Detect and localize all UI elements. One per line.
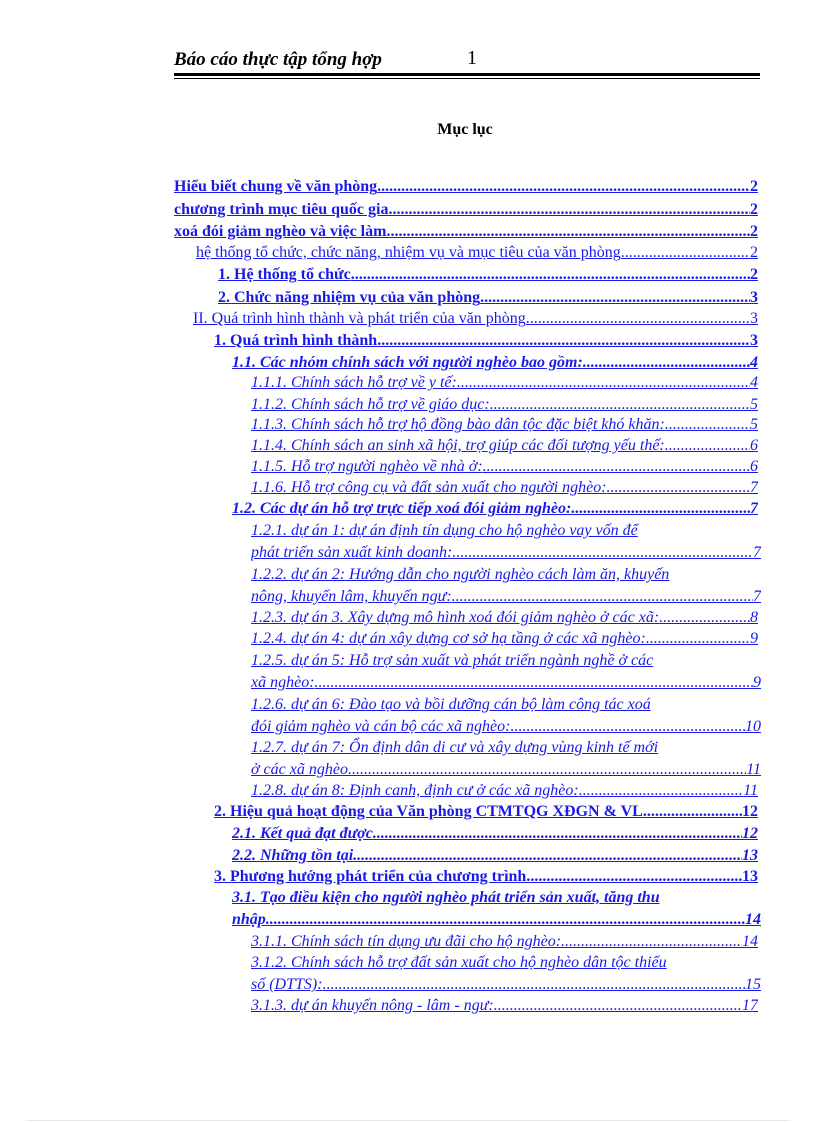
toc-entry[interactable]: 1.2.4. dự án 4: dự án xây dựng cơ sở hạ tầng ở các xã nghèo: ..... 9 [251,628,758,650]
toc-entry[interactable]: 1.1.5. Hỗ trợ người nghèo về nhà ở: ..... 6 [251,456,758,478]
page-bottom-edge [26,1120,790,1121]
toc-entry[interactable]: hệ thống tổ chức, chức năng, nhiệm vụ và mục tiêu của văn phòng ..... 2 [196,242,758,264]
toc-entry[interactable]: 1.1. Các nhóm chính sách với người nghèo bao gồm: ..... 4 [232,352,758,374]
toc-entry[interactable]: 2. Chức năng nhiệm vụ của văn phòng ..... 3 [218,287,758,309]
toc-entry[interactable]: 1.1.4. Chính sách an sinh xã hội, trợ giúp các đối tượng yếu thế: ..... 6 [251,435,758,457]
header-rule-thick [174,73,760,76]
toc-entry[interactable]: 1.2. Các dự án hỗ trợ trực tiếp xoá đói giảm nghèo: ..... 7 [232,498,758,520]
header-title: Báo cáo thực tập tổng hợp [174,49,382,70]
toc-entry[interactable]: 1.1.1. Chính sách hỗ trợ về y tế: ..... 4 [251,372,758,394]
toc-entry[interactable]: 1.1.6. Hỗ trợ công cụ và đất sản xuất cho người nghèo: ..... 7 [251,477,758,499]
toc-entry[interactable]: 1.2.8. dự án 8: Định canh, định cư ở các xã nghèo: ..... 11 [251,780,758,802]
toc-entry[interactable]: 1.2.1. dự án 1: dự án định tín dụng cho hộ nghèo vay vốn để phát triển sản xuất kinh doanh: ..... 7 [251,520,761,564]
toc-entry[interactable]: Hiểu biết chung về văn phòng ..... 2 [174,176,758,198]
toc-entry[interactable]: 1.2.3. dự án 3. Xây dựng mô hình xoá đói giảm nghèo ở các xã: ..... 8 [251,607,758,629]
toc-entry[interactable]: 1. Hệ thống tổ chức ..... 2 [218,264,758,286]
toc-entry[interactable]: 3.1.2. Chính sách hỗ trợ đất sản xuất cho hộ nghèo dân tộc thiểu số (DTTS): ..... 15 [251,952,761,996]
toc-entry[interactable]: 3.1. Tạo điều kiện cho người nghèo phát triển sản xuất, tăng thu nhập ..... 14 [232,887,761,931]
toc-entry[interactable]: 1.1.2. Chính sách hỗ trợ về giáo dục: ..... 5 [251,394,758,416]
toc-entry[interactable]: 1.2.5. dự án 5: Hỗ trợ sản xuất và phát triển ngành nghề ở các xã nghèo: ..... 9 [251,650,761,694]
toc-title: Mục lục [437,121,493,138]
toc-entry[interactable]: chương trình mục tiêu quốc gia ..... 2 [174,199,758,221]
toc-entry[interactable]: 1.2.2. dự án 2: Hướng dẫn cho người nghèo cách làm ăn, khuyến nông, khuyến lâm, khuyến ngư: ..... 7 [251,564,761,608]
toc-entry[interactable]: 3. Phương hướng phát triển của chương trình. ..... 13 [214,866,758,888]
toc-entry[interactable]: 3.1.3. dự án khuyến nông - lâm - ngư: ..... 17 [251,995,758,1017]
toc-entry[interactable]: 2.1. Kết quả đạt được ..... 12 [232,823,758,845]
toc-entry[interactable]: 3.1.1. Chính sách tín dụng ưu đãi cho hộ nghèo: ..... 14 [251,931,758,953]
toc-entry[interactable]: 1.1.3. Chính sách hỗ trợ hộ đồng bào dân tộc đặc biệt khó khăn: ..... 5 [251,414,758,436]
header-page-number: 1 [467,47,477,69]
toc-entry[interactable]: xoá đói giảm nghèo và việc làm ..... 2 [174,221,758,243]
toc-entry[interactable]: 2. Hiệu quả hoạt động của Văn phòng CTMTQG XĐGN & VL ..... 12 [214,801,758,823]
toc-entry[interactable]: II. Quá trình hình thành và phát triển của văn phòng ..... 3 [193,308,758,330]
toc-entry[interactable]: 1.2.6. dự án 6: Đào tạo và bồi dưỡng cán bộ làm công tác xoá đói giảm nghèo và cán bộ các xã nghèo: ..... 10 [251,694,761,738]
toc-entry[interactable]: 1.2.7. dự án 7: Ổn định dân di cư và xây dựng vùng kinh tế mới ở các xã nghèo ..... 11 [251,737,761,781]
header-rule-thin [174,78,760,79]
toc-entry[interactable]: 2.2. Những tồn tại ..... 13 [232,845,758,867]
toc-entry[interactable]: 1. Quá trình hình thành ..... 3 [214,330,758,352]
